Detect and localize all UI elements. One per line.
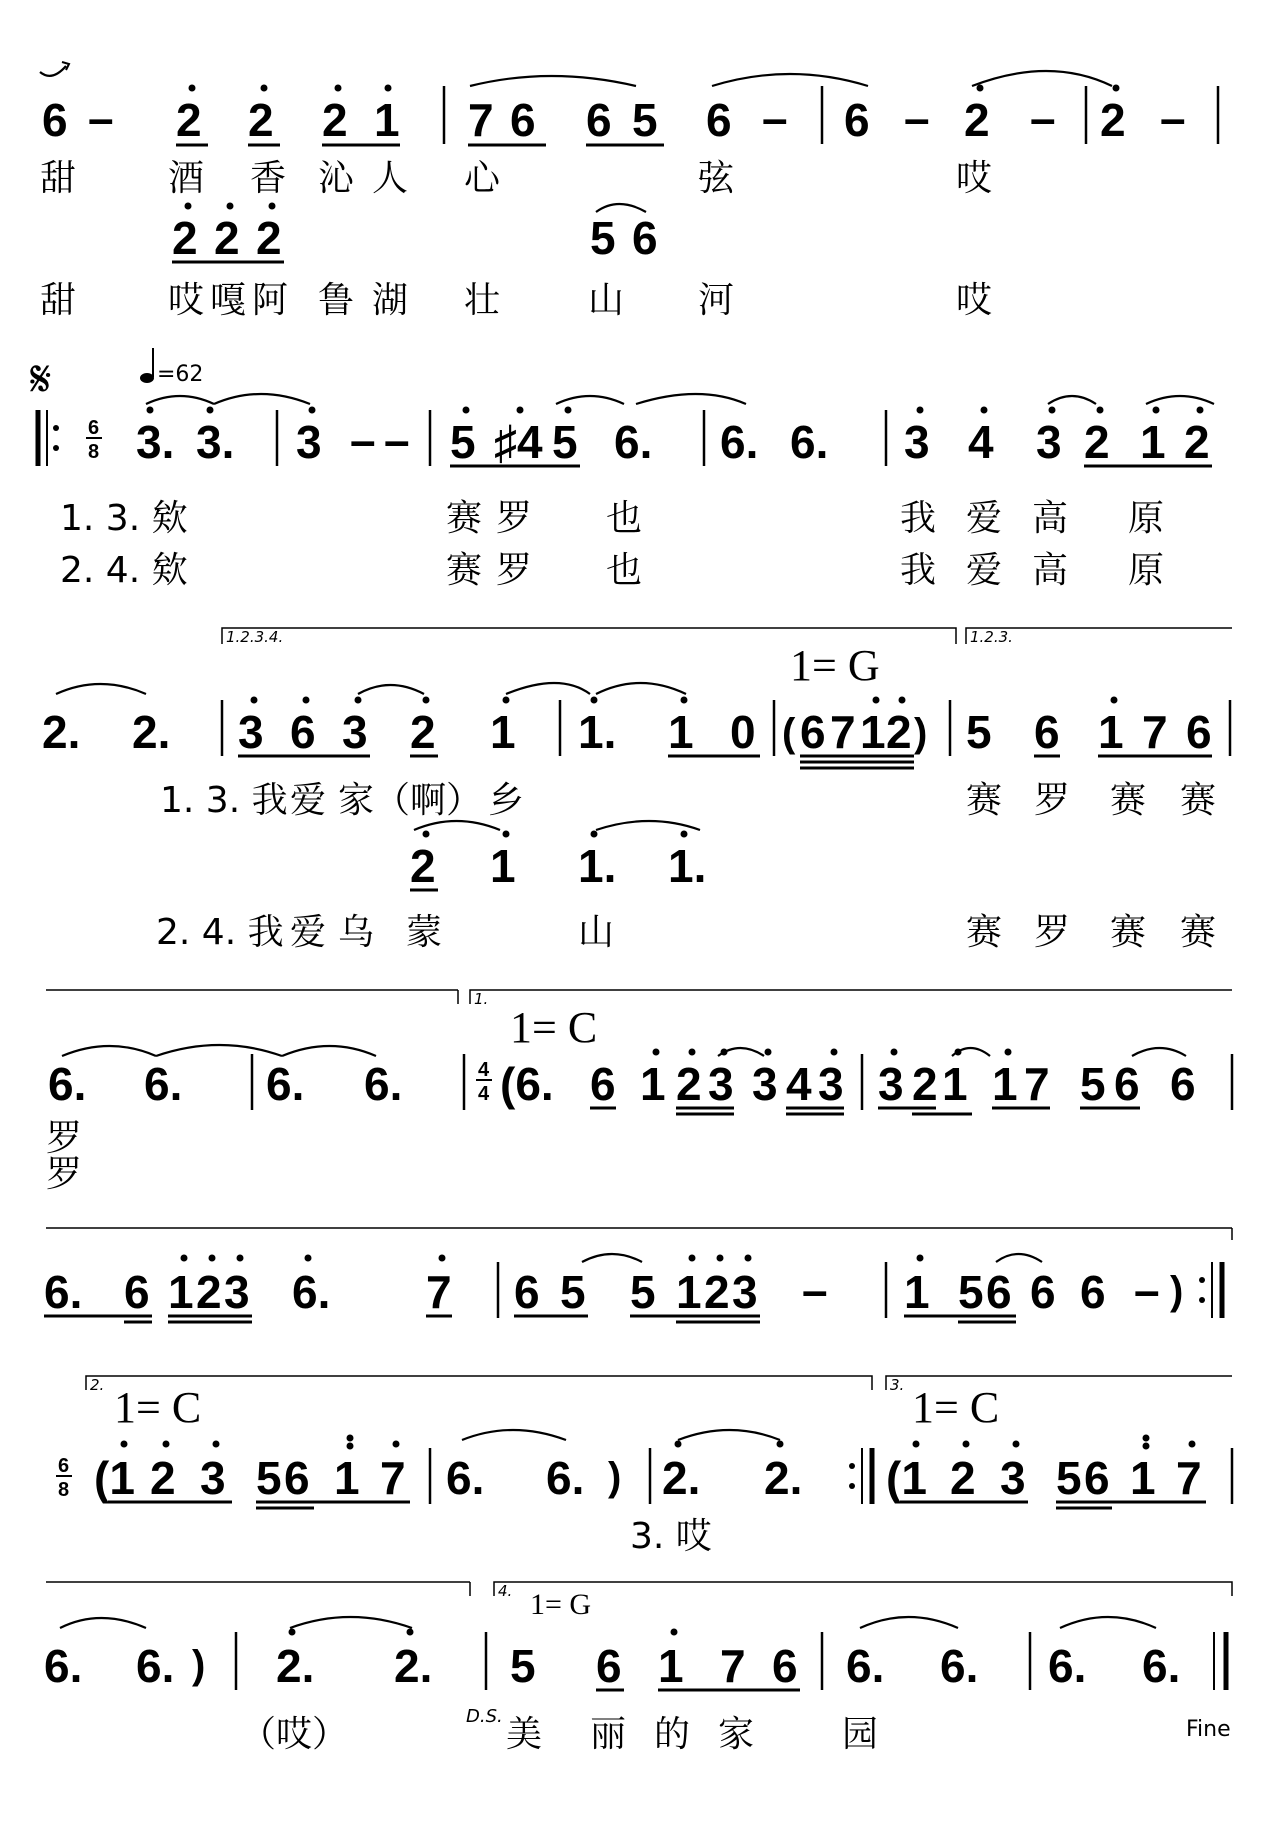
time-sig-bottom: 8 bbox=[58, 1479, 70, 1501]
note: 2 bbox=[172, 212, 198, 264]
note: 6 bbox=[1034, 706, 1060, 758]
note: 4 bbox=[968, 416, 994, 468]
lyric: 原 bbox=[1128, 498, 1165, 539]
note: 6. bbox=[266, 1058, 305, 1110]
volta-label: 1.2.3. bbox=[970, 628, 1013, 646]
note: 7 bbox=[830, 706, 856, 758]
note: 1 bbox=[860, 706, 886, 758]
lyric: （哎） bbox=[240, 1714, 349, 1755]
alt-notes-line-3 bbox=[410, 821, 706, 892]
paren-open: ( bbox=[782, 711, 796, 755]
dash: – bbox=[1134, 1264, 1160, 1316]
volta-label: 1.2.3.4. bbox=[226, 628, 284, 646]
note: 3. bbox=[196, 416, 235, 468]
note: 6 bbox=[596, 1640, 622, 1692]
note: 0 bbox=[730, 706, 756, 758]
note: 2 bbox=[704, 1266, 730, 1318]
note: 2 bbox=[1184, 416, 1210, 468]
note: 2 bbox=[214, 212, 240, 264]
note: 2. bbox=[132, 706, 171, 758]
note: 5 bbox=[560, 1266, 586, 1318]
note: 1 bbox=[168, 1266, 194, 1318]
alt-notes-line-1 bbox=[172, 203, 658, 265]
note: 1 bbox=[904, 1266, 930, 1318]
note: 1 bbox=[490, 706, 516, 758]
note: 1 bbox=[942, 1058, 968, 1110]
note: 7 bbox=[1142, 706, 1168, 758]
dash: – bbox=[904, 92, 930, 144]
note: (1 bbox=[94, 1452, 135, 1504]
volta-bracket bbox=[494, 1582, 1232, 1600]
note: 2 bbox=[196, 1266, 222, 1318]
lyric: 罗 bbox=[46, 1154, 83, 1195]
note: 6. bbox=[144, 1058, 183, 1110]
note: 2 bbox=[410, 840, 436, 892]
time-signature bbox=[56, 1455, 72, 1501]
volta-label: 1. bbox=[474, 990, 489, 1008]
lyric: 爱 bbox=[290, 912, 327, 953]
note: (1 bbox=[886, 1452, 927, 1504]
note: 6 bbox=[632, 212, 658, 264]
lyric: 1. 3. 欸 bbox=[60, 498, 188, 539]
note: 1 bbox=[992, 1058, 1018, 1110]
lyric: 香 bbox=[250, 158, 287, 199]
key-signature: 1= G bbox=[790, 641, 880, 690]
note: 5 bbox=[630, 1266, 656, 1318]
note: 1 bbox=[676, 1266, 702, 1318]
note: 5 bbox=[256, 1452, 282, 1504]
lyric: 家 bbox=[718, 1714, 755, 1755]
tempo-mark bbox=[140, 348, 203, 387]
staff-line-6 bbox=[56, 1376, 1232, 1557]
note: 6. bbox=[614, 416, 653, 468]
note: 2. bbox=[394, 1640, 433, 1692]
note: 5 bbox=[590, 212, 616, 264]
verse-1-lyrics bbox=[160, 780, 1216, 821]
dash: – bbox=[1030, 92, 1056, 144]
note: 2 bbox=[886, 706, 912, 758]
note: 2 bbox=[1084, 416, 1110, 468]
lyric: 罗 bbox=[1034, 780, 1071, 821]
lyric: 赛 bbox=[966, 912, 1003, 953]
note: 1 bbox=[640, 1058, 666, 1110]
dash: – bbox=[350, 414, 376, 466]
note: 6. bbox=[48, 1058, 87, 1110]
lyrics-line-1b bbox=[40, 280, 992, 321]
lyric: 美 bbox=[506, 1714, 543, 1755]
note: 6 bbox=[1084, 1452, 1110, 1504]
note: 2. bbox=[276, 1640, 315, 1692]
note: 3 bbox=[1000, 1452, 1026, 1504]
note: 2 bbox=[322, 94, 348, 146]
note: 3 bbox=[200, 1452, 226, 1504]
note: 1. bbox=[668, 840, 707, 892]
lyric: 酒 bbox=[168, 158, 205, 199]
note: 6 bbox=[284, 1452, 310, 1504]
lyric: 甜 bbox=[40, 158, 77, 199]
lyric: 壮 bbox=[464, 280, 501, 321]
lyric: 人 bbox=[372, 158, 409, 199]
lyric: 罗 bbox=[46, 1118, 83, 1159]
lyric: 罗 bbox=[496, 550, 533, 591]
note: 6 bbox=[124, 1266, 150, 1318]
lyric: 沁 bbox=[318, 158, 355, 199]
paren-close: ) bbox=[914, 711, 928, 755]
lyric: 心 bbox=[464, 158, 501, 199]
note: 6 bbox=[514, 1266, 540, 1318]
key-signature: 1= C bbox=[912, 1383, 1000, 1432]
note: 6 bbox=[586, 94, 612, 146]
staff-line-3 bbox=[42, 628, 1232, 953]
lyric: 2. 4. 我 bbox=[156, 912, 284, 953]
note: 2 bbox=[150, 1452, 176, 1504]
note: 1 bbox=[1098, 706, 1124, 758]
lyric: 蒙 bbox=[406, 912, 443, 953]
lyric: 乡 bbox=[488, 780, 525, 821]
note: 3 bbox=[818, 1058, 844, 1110]
tempo-value: =62 bbox=[157, 362, 204, 387]
note: 6. bbox=[44, 1266, 83, 1318]
staff-line-4 bbox=[46, 990, 1232, 1195]
note: 2 bbox=[256, 212, 282, 264]
note: 2 bbox=[176, 94, 202, 146]
note: 5 bbox=[552, 416, 578, 468]
note: 7 bbox=[1024, 1058, 1050, 1110]
dash: – bbox=[88, 92, 114, 144]
note: 1. bbox=[578, 706, 617, 758]
note: ♯4 bbox=[494, 416, 543, 468]
note: 6 bbox=[1030, 1266, 1056, 1318]
note: 7 bbox=[468, 94, 494, 146]
lyric: 高 bbox=[1032, 550, 1069, 591]
lyric: 1. 3. 我 bbox=[160, 780, 288, 821]
lyric: 3. 哎 bbox=[630, 1516, 712, 1557]
staff-line-7 bbox=[44, 1582, 1232, 1755]
note: 3 bbox=[878, 1058, 904, 1110]
note: 6. bbox=[720, 416, 759, 468]
volta-label: 2. bbox=[90, 1376, 105, 1394]
note: 1 bbox=[658, 1640, 684, 1692]
verse-1-lyrics bbox=[60, 498, 1164, 539]
time-sig-bottom: 4 bbox=[478, 1083, 490, 1105]
note: 6 bbox=[706, 94, 732, 146]
note: 6 bbox=[986, 1266, 1012, 1318]
lyric: 我 bbox=[900, 498, 937, 539]
paren-close: ) bbox=[1170, 1269, 1184, 1313]
staff-line-5 bbox=[44, 1228, 1232, 1322]
note: 2 bbox=[950, 1452, 976, 1504]
note: 2. bbox=[662, 1452, 701, 1504]
fine-mark: Fine bbox=[1186, 1717, 1231, 1742]
time-sig-bottom: 8 bbox=[88, 441, 100, 463]
note: 6. bbox=[446, 1452, 485, 1504]
dal-segno-mark: D.S. bbox=[466, 1706, 503, 1727]
dash: – bbox=[384, 414, 410, 466]
note: (6. bbox=[500, 1058, 554, 1110]
lyric: 哎 bbox=[956, 158, 993, 199]
lyric: 我 bbox=[900, 550, 937, 591]
paren-close: ) bbox=[192, 1643, 206, 1687]
note: 3 bbox=[296, 416, 322, 468]
time-signature bbox=[476, 1059, 492, 1105]
note: 2. bbox=[42, 706, 81, 758]
time-signature bbox=[86, 417, 102, 463]
note: 6. bbox=[1142, 1640, 1181, 1692]
key-signature: 1= G bbox=[530, 1588, 592, 1621]
lyric: 罗 bbox=[496, 498, 533, 539]
note: 2 bbox=[248, 94, 274, 146]
lyric: 赛 bbox=[446, 550, 483, 591]
lyric: 山 bbox=[588, 280, 625, 321]
volta-bracket bbox=[966, 628, 1232, 646]
note: 3 bbox=[752, 1058, 778, 1110]
staff-line-1 bbox=[40, 62, 1218, 321]
note: 6. bbox=[44, 1640, 83, 1692]
note: 5 bbox=[966, 706, 992, 758]
lyric: 赛 bbox=[446, 498, 483, 539]
lyric: 赛 bbox=[1110, 780, 1147, 821]
note: 3 bbox=[238, 706, 264, 758]
note: 1 bbox=[1130, 1452, 1156, 1504]
lyric: 哎 bbox=[168, 280, 205, 321]
lyric: 也 bbox=[606, 550, 643, 591]
lyric: 嘎 bbox=[210, 280, 247, 321]
lyric: 鲁 bbox=[318, 280, 355, 321]
lyric: 高 bbox=[1032, 498, 1069, 539]
note: 2 bbox=[1100, 94, 1126, 146]
note: 6 bbox=[1114, 1058, 1140, 1110]
note: 6. bbox=[364, 1058, 403, 1110]
note: 6 bbox=[1080, 1266, 1106, 1318]
lyric: 爱 bbox=[966, 498, 1003, 539]
note: 3 bbox=[1036, 416, 1062, 468]
note: 6 bbox=[1186, 706, 1212, 758]
note: 5 bbox=[1056, 1452, 1082, 1504]
lyrics-line-1a bbox=[40, 158, 992, 199]
note: 1 bbox=[334, 1452, 360, 1504]
note: 6. bbox=[790, 416, 829, 468]
note: 5 bbox=[632, 94, 658, 146]
note: 2 bbox=[410, 706, 436, 758]
note: 5 bbox=[1080, 1058, 1106, 1110]
time-sig-top: 6 bbox=[88, 417, 100, 439]
verse-2-lyrics bbox=[156, 912, 1216, 953]
lyrics-line-4 bbox=[46, 1118, 82, 1195]
note: 7 bbox=[720, 1640, 746, 1692]
note: 3. bbox=[136, 416, 175, 468]
lyric: 赛 bbox=[1180, 912, 1217, 953]
note: 2 bbox=[912, 1058, 938, 1110]
note: 4 bbox=[786, 1058, 812, 1110]
note: 6 bbox=[510, 94, 536, 146]
lyric: 乌 bbox=[338, 912, 375, 953]
lyric: 也 bbox=[606, 498, 643, 539]
staff-line-2 bbox=[30, 348, 1214, 591]
volta-bracket bbox=[86, 1376, 872, 1394]
note: 6. bbox=[292, 1266, 331, 1318]
time-sig-top: 6 bbox=[58, 1455, 70, 1477]
note: 1 bbox=[374, 94, 400, 146]
lyric: 爱 bbox=[966, 550, 1003, 591]
note: 1. bbox=[578, 840, 617, 892]
lyric: 弦 bbox=[698, 158, 735, 199]
note: 7 bbox=[426, 1266, 452, 1318]
key-signature: 1= C bbox=[114, 1383, 202, 1432]
lyric: 哎 bbox=[956, 280, 993, 321]
lyric: 山 bbox=[578, 912, 615, 953]
lyric: 的 bbox=[654, 1714, 691, 1755]
lyric: 赛 bbox=[1180, 780, 1217, 821]
key-signature: 1= C bbox=[510, 1003, 598, 1052]
lyric: 园 bbox=[842, 1714, 879, 1755]
note: 6. bbox=[136, 1640, 175, 1692]
note: 3 bbox=[342, 706, 368, 758]
lyric: 家（啊） bbox=[338, 780, 483, 821]
volta-label: 4. bbox=[498, 1582, 513, 1600]
note: 1 bbox=[668, 706, 694, 758]
note: 2 bbox=[964, 94, 990, 146]
note: 6 bbox=[1170, 1058, 1196, 1110]
note: 7 bbox=[380, 1452, 406, 1504]
time-sig-top: 4 bbox=[478, 1059, 490, 1081]
note: 5 bbox=[450, 416, 476, 468]
lyric: 原 bbox=[1128, 550, 1165, 591]
volta-label: 3. bbox=[890, 1376, 905, 1394]
paren-close: ) bbox=[608, 1455, 622, 1499]
note: 6 bbox=[772, 1640, 798, 1692]
note: 3 bbox=[708, 1058, 734, 1110]
note: 6. bbox=[846, 1640, 885, 1692]
lyric: 罗 bbox=[1034, 912, 1071, 953]
note: 6. bbox=[546, 1452, 585, 1504]
lyric: 赛 bbox=[1110, 912, 1147, 953]
note: 3 bbox=[224, 1266, 250, 1318]
lyric: 阿 bbox=[252, 280, 289, 321]
lyric: 爱 bbox=[290, 780, 327, 821]
dash: – bbox=[762, 92, 788, 144]
note: 3 bbox=[904, 416, 930, 468]
note: 6. bbox=[1048, 1640, 1087, 1692]
note: 5 bbox=[510, 1640, 536, 1692]
note: 5 bbox=[958, 1266, 984, 1318]
lyric: 河 bbox=[698, 280, 735, 321]
note: 6 bbox=[800, 706, 826, 758]
lyric: 2. 4. 欸 bbox=[60, 550, 188, 591]
lyric: 丽 bbox=[590, 1714, 627, 1755]
note: 2. bbox=[764, 1452, 803, 1504]
note: 6 bbox=[590, 1058, 616, 1110]
note: 2 bbox=[676, 1058, 702, 1110]
note: 6. bbox=[940, 1640, 979, 1692]
lyric: 甜 bbox=[40, 280, 77, 321]
dash: – bbox=[802, 1264, 828, 1316]
segno-sign: 𝄋 bbox=[30, 351, 52, 407]
note: 6 bbox=[42, 94, 68, 146]
lyric: 湖 bbox=[372, 280, 409, 321]
lyric: 赛 bbox=[966, 780, 1003, 821]
note: 7 bbox=[1176, 1452, 1202, 1504]
note: 6 bbox=[844, 94, 870, 146]
note: 1 bbox=[490, 840, 516, 892]
note: 3 bbox=[732, 1266, 758, 1318]
dash: – bbox=[1160, 92, 1186, 144]
note: 6 bbox=[290, 706, 316, 758]
note: 1 bbox=[1140, 416, 1166, 468]
verse-2-lyrics bbox=[60, 550, 1164, 591]
